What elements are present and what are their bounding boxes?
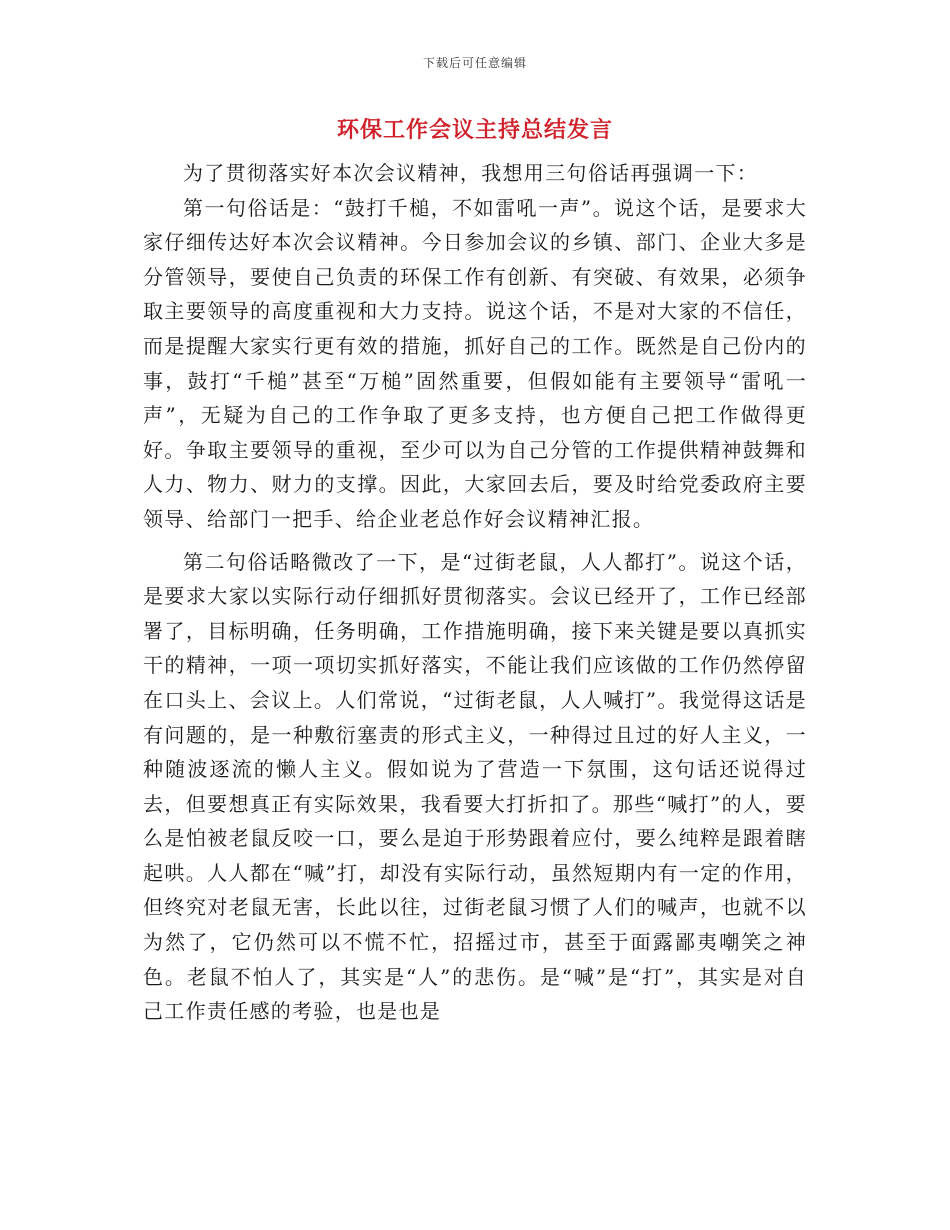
document-title: 环保工作会议主持总结发言: [336, 118, 613, 143]
paragraph-second-saying: 第二句俗话略微改了一下，是“过街老鼠，人人都打”。说这个话，是要求大家以实际行动仔细抓好贯彻落实。会议已经开了，工作已经部署了，目标明确，任务明确，工作措施明确，接下来关键是要以真抓实干的精神，一项一项切实抓好落实，不能让我们应该做的工作仍然停留在口头上、会议上。人们常说，“过街老鼠，人人喊打”。我觉得这话是有问题的，是一种敷衍塞责的形式主义，一种得过且过的好人主义，一种随波逐流的懒人主义。假如说为了营造一下氛围，这句话还说得过去，但要想真正有实际效果，我看要大打折扣了。那些“喊打”的人，要么是怕被老鼠反咬一口，要么是迫于形势跟着应付，要么纯粹是跟着瞎起哄。人人都在“喊”打，却没有实际行动，虽然短期内有一定的作用，但终究对老鼠无害，长此以往，过街老鼠习惯了人们的喊声，也就不以为然了，它仍然可以不慌不忙，招摇过市，甚至于面露鄙夷嘲笑之神色。老鼠不怕人了，其实是“人”的悲伤。是“喊”是“打”，其实是对自己工作责任感的考验，也是也是: [143, 549, 807, 1024]
paragraph-intro: 为了贯彻落实好本次会议精神，我想用三句俗话再强调一下：: [183, 161, 759, 185]
page-header-note: 下载后可任意编辑: [422, 56, 527, 70]
document-body: [143, 156, 807, 1029]
paragraph-first-saying: 第一句俗话是：“鼓打千槌，不如雷吼一声”。说这个话，是要求大家仔细传达好本次会议精神。今日参加会议的乡镇、部门、企业大多是分管领导，要使自己负责的环保工作有创新、有突破、有效果，必须争取主要领导的高度重视和大力支持。说这个话，不是对大家的不信任，而是提醒大家实行更有效的措施，抓好自己的工作。既然是自己份内的事，鼓打“千槌”甚至“万槌”固然重要，但假如能有主要领导“雷吼一声”，无疑为自己的工作争取了更多支持，也方便自己把工作做得更好。争取主要领导的重视，至少可以为自己分管的工作提供精神鼓舞和人力、物力、财力的支撑。因此，大家回去后，要及时给党委政府主要领导、给部门一把手、给企业老总作好会议精神汇报。: [143, 195, 807, 531]
